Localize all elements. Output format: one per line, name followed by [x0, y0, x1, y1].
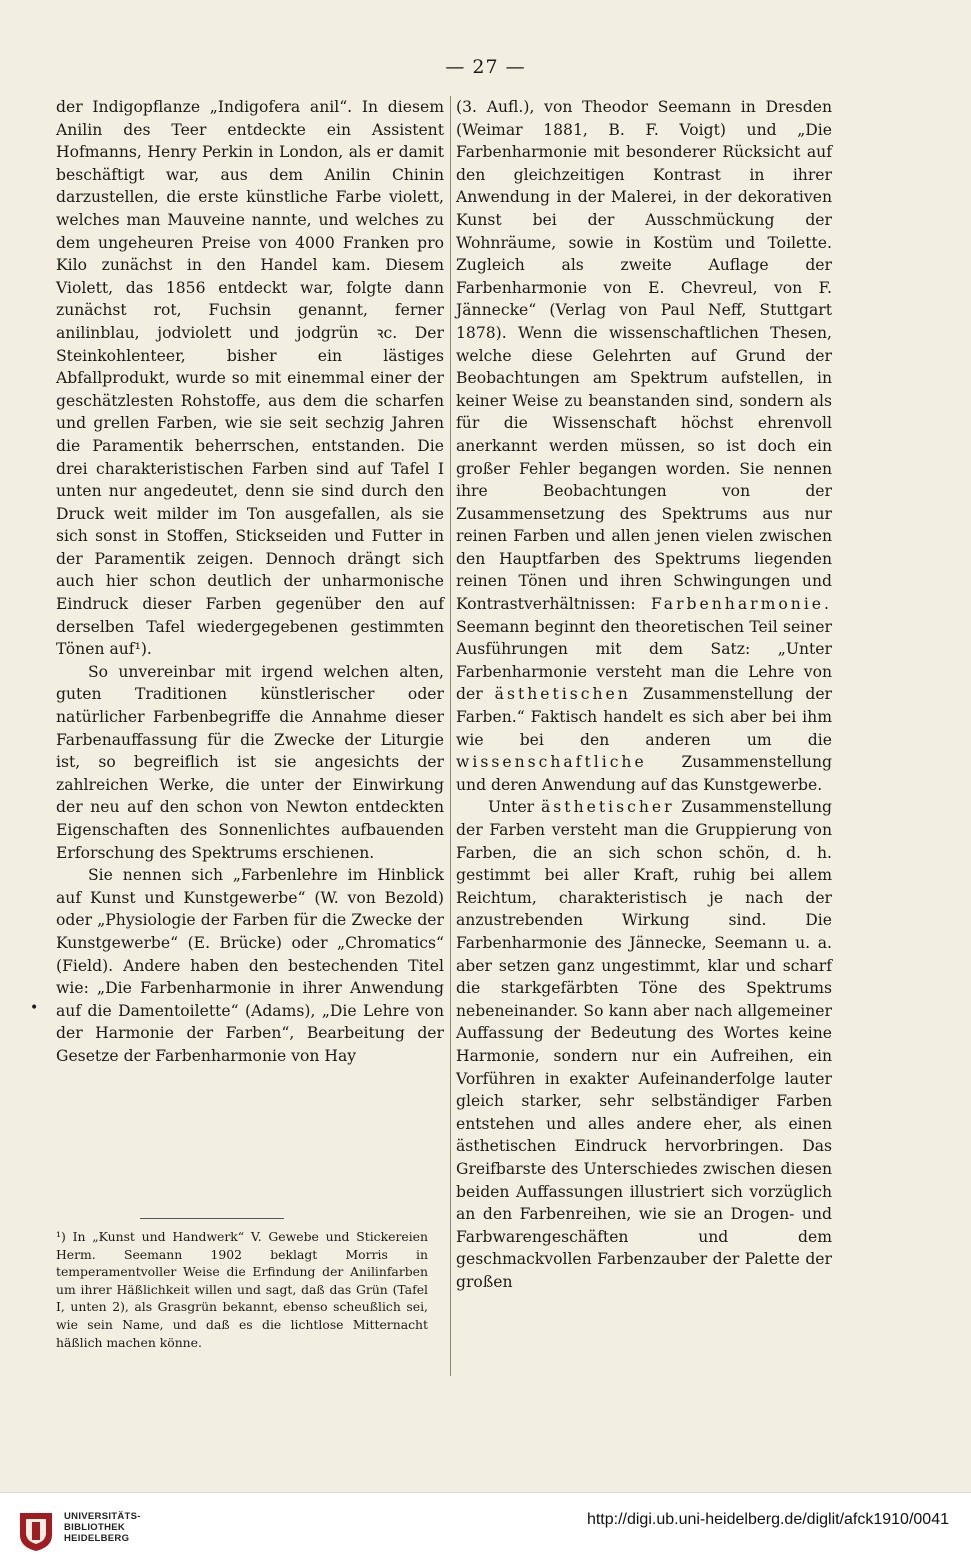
right-paragraph-2 — [456, 796, 832, 1293]
left-column — [56, 96, 444, 1068]
source-url-link[interactable]: http://digi.ub.uni-heidelberg.de/diglit/afck1910/0041 — [586, 1511, 949, 1528]
column-divider — [450, 96, 451, 1376]
right-text-d: Zusammenstellung und deren Anwendung auf das Kunstgewerbe. — [456, 753, 832, 794]
right-text-c: Zusammenstellung der Farben.“ Faktisch handelt es sich aber bei ihm wie bei den anderen um die — [456, 685, 832, 749]
spaced-term-aesthetischer: ästhetischer — [541, 798, 675, 817]
right-text-b: Seemann beginnt den theoretischen Teil seiner Ausführungen mit dem Satz: „Unter Farbenharmonie versteht man die Lehre von der — [456, 617, 832, 704]
logo-line-3: HEIDELBERG — [64, 1533, 130, 1544]
spaced-term-aesthetischen: ästhetischen — [494, 685, 631, 704]
right-text-f: Zusammenstellung der Farben versteht man die Gruppierung von Farben, die an sich schon schön, d. h. gestimmt bei aller Kraft, ruhig bei allem Reichtum, charakteristisch je nach der anzustrebenden Wirkung sind. Die Farbenharmonie des Jännecke, Seemann u. a. aber setzen ganz ungestimmt, klar und scharf die starkgefärbten Töne des Spektrums nebeneinander. So kann aber nach allgemeiner Auffassung der Bedeutung des Wortes keine Harmonie, sondern nur ein Aufreihen, ein Vorführen in exakter Aufeinanderfolge lauter gleich starker, sehr selbständiger Farben entstehen und alles andere eher, als einen ästhetischen Eindruck hervorbringen. Das Greifbarste des Unterschiedes zwischen diesen beiden Auffassungen illustriert sich vorzüglich an den Farbenreihen, wie sie an Drogen- und Farbwarengeschäften und dem geschmackvollen Farbenzauber der Palette der großen — [456, 798, 832, 1291]
footnote-rule — [140, 1218, 284, 1219]
left-paragraph-2: So unvereinbar mit irgend welchen alten, guten Traditionen künstlerischer oder natürlicher Farbenbegriffe die Annahme dieser Farbenauffassung für die Zwecke der Liturgie ist, so begreiflich ist sie angesichts der zahlreichen Werke, die unter der Einwirkung der neu auf den schon von Newton entdeckten Eigenschaften des Sonnenlichtes aufbauenden Erforschung des Spektrums erschienen. — [56, 662, 444, 862]
logo-line-2: BIBLIOTHEK — [64, 1522, 126, 1533]
library-logo-text — [64, 1511, 141, 1544]
footnote: ¹) In „Kunst und Handwerk“ V. Gewebe und Stickereien Herm. Seemann 1902 beklagt Morris in temperamentvoller Weise die Erfindung der Anilinfarben um ihrer Häßlichkeit willen und sagt, daß das Grün (Tafel I, unten 2), als Grasgrün bekannt, ebenso scheußlich sei, wie sein Name, und daß es die lichtlose Mitternacht häßlich machen könne. — [56, 1229, 428, 1350]
university-seal-icon — [16, 1509, 56, 1553]
left-paragraph-1: der Indigopflanze „Indigofera anil“. In diesem Anilin des Teer entdeckte ein Assistent Hofmanns, Henry Perkin in London, als er damit beschäftigt war, aus dem Anilin Chinin darzustellen, die erste künstliche Farbe violett, welches man Mauveine nannte, und welches zu dem ungeheuren Preise von 4000 Franken pro Kilo zunächst in den Handel kam. Diesem Violett, das 1856 entdeckt war, folgte dann zunächst rot, Fuchsin genannt, ferner anilinblau, jodviolett und jodgrün ꝛc. Der Steinkohlenteer, bisher ein lästiges Abfallprodukt, wurde so mit einemmal einer der geschätzlesten Rohstoffe, aus dem die scharfen und grellen Farben, wie sie seit sechzig Jahren die Paramentik beherrschen, entstanden. Die drei charakteristischen Farben sind auf Tafel I unten nur angedeutet, denn sie sind durch den Druck weit milder im Ton ausgefallen, als sie sich sonst in Stoffen, Stickseiden und Futter in der Paramentik zeigen. Dennoch drängt sich auch hier schon deutlich der unharmonische Eindruck dieser Farben gegenüber den auf derselben Tafel wiedergegebenen gestimmten Tönen auf¹). — [56, 98, 444, 659]
right-paragraph-1 — [456, 96, 832, 796]
spaced-term-wissenschaftliche: wissenschaftliche — [456, 753, 647, 772]
logo-line-1: UNIVERSITÄTS- — [64, 1511, 141, 1522]
spaced-term-farbenharmonie: Farbenharmonie. — [651, 595, 832, 614]
right-text-a: (3. Aufl.), von Theodor Seemann in Dresden (Weimar 1881, B. F. Voigt) und „Die Farbenharmonie mit besonderer Rücksicht auf den gleichzeitigen Kontrast in ihrer Anwendung in der Malerei, in der dekorativen Kunst bei der Ausschmückung der Wohnräume, sowie in Kostüm und Toilette. Zugleich als zweite Auflage der Farbenharmonie von E. Chevreul, von F. Jännecke“ (Verlag von Paul Neff, Stuttgart 1878). Wenn die wissenschaftlichen Thesen, welche diese Gelehrten auf Grund der Beobachtungen am Spektrum aufstellen, in keiner Weise zu beanstanden sind, sondern als für die Wissenschaft höchst ehrenvoll anerkannt werden müssen, so ist doch ein großer Fehler begangen worden. Sie nennen ihre Beobachtungen von der Zusammensetzung des Spektrums aus nur reinen Farben und allen jenen vielen zwischen den Hauptfarben des Spektrums liegenden reinen Tönen und ihren Schwingungen und Kontrastverhältnissen: — [456, 98, 832, 614]
right-column — [456, 96, 832, 1293]
page-number: — 27 — — [445, 56, 526, 78]
left-paragraph-3: Sie nennen sich „Farbenlehre im Hinblick auf Kunst und Kunstgewerbe“ (W. von Bezold) oder „Physiologie der Farben für die Zwecke der Kunstgewerbe“ (E. Brücke) oder „Chromatics“ (Field). Andere haben den bestechenden Titel wie: „Die Farbenharmonie in ihrer Anwendung auf die Damentoilette“ (Adams), „Die Lehre von der Harmonie der Farben“, Bearbeitung der Gesetze der Farbenharmonie von Hay — [56, 866, 444, 1065]
footer-bar — [0, 1492, 971, 1565]
right-text-e: Unter — [488, 798, 535, 817]
margin-mark: • — [30, 1000, 39, 1016]
